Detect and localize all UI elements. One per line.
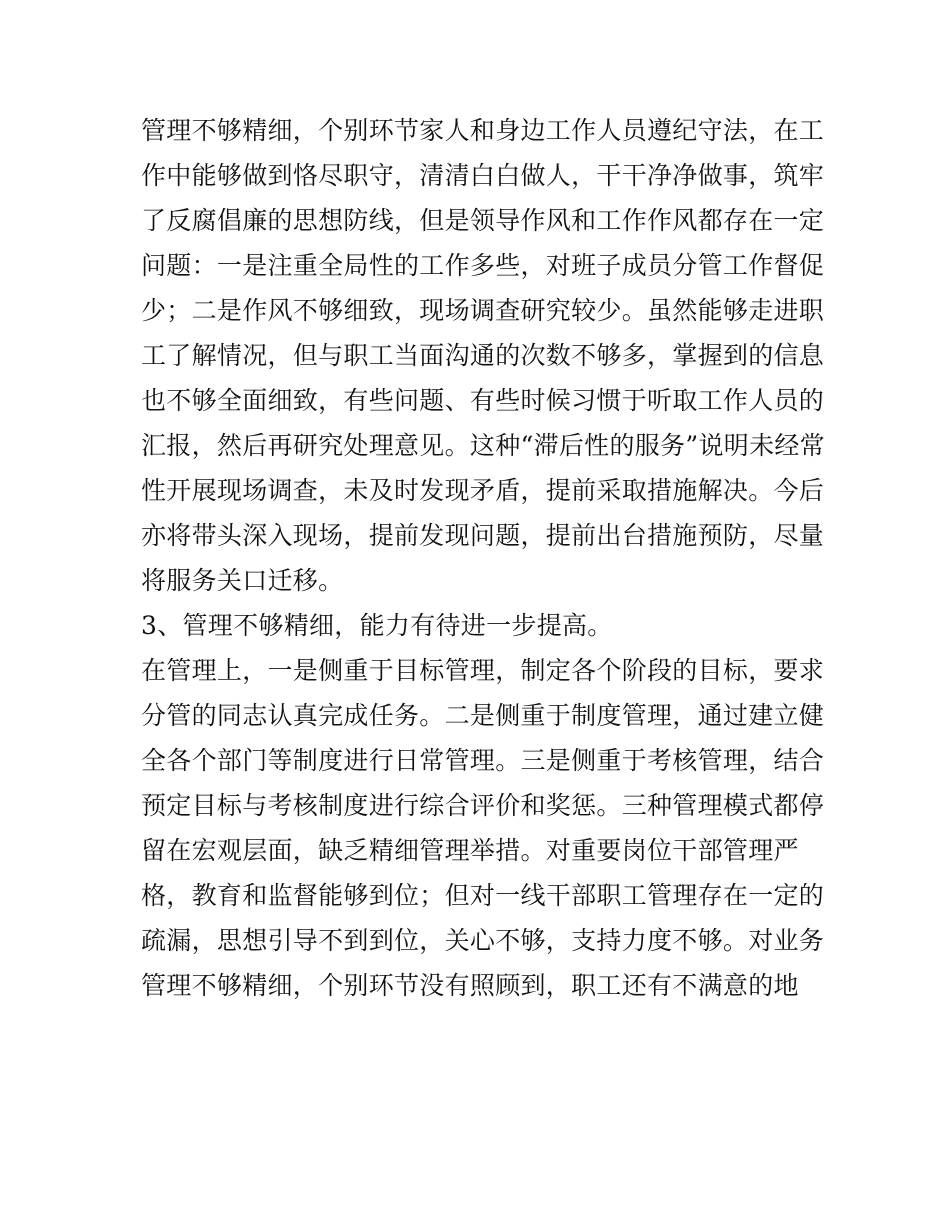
text-line: 管理不够精细，个别环节家人和身边工作人员遵纪守法，在工: [141, 116, 825, 145]
text-line: 全各个部门等制度进行日常管理。三是侧重于考核管理，结合: [141, 746, 825, 775]
text-line: 格，教育和监督能够到位；但对一线干部职工管理存在一定的: [141, 881, 825, 910]
text-line: 在管理上，一是侧重于目标管理，制定各个阶段的目标，要求: [141, 656, 825, 685]
text-line: 工了解情况，但与职工当面沟通的次数不够多，掌握到的信息: [141, 341, 825, 370]
text-line: 亦将带头深入现场，提前发现问题，提前出台措施预防，尽量: [141, 521, 825, 550]
section-heading: 3、管理不够精细，能力有待进一步提高。: [141, 611, 613, 640]
text-line: 疏漏，思想引导不到到位，关心不够，支持力度不够。对业务: [141, 926, 825, 955]
text-line: 也不够全面细致，有些问题、有些时候习惯于听取工作人员的: [141, 386, 825, 415]
text-line: 分管的同志认真完成任务。二是侧重于制度管理，通过建立健: [141, 701, 825, 730]
text-line: 问题：一是注重全局性的工作多些，对班子成员分管工作督促: [141, 251, 825, 280]
body-text: [141, 108, 825, 1008]
text-line: 留在宏观层面，缺乏精细管理举措。对重要岗位干部管理严: [141, 836, 799, 865]
text-line: 管理不够精细，个别环节没有照顾到，职工还有不满意的地: [141, 971, 799, 1000]
text-line: 少；二是作风不够细致，现场调查研究较少。虽然能够走进职: [141, 296, 825, 325]
text-line: 作中能够做到恪尽职守，清清白白做人，干干净净做事，筑牢: [141, 161, 825, 190]
text-line: 汇报，然后再研究处理意见。这种“滞后性的服务”说明未经常: [141, 431, 825, 460]
text-line: 了反腐倡廉的思想防线，但是领导作风和工作作风都存在一定: [141, 206, 825, 235]
text-line: 性开展现场调查，未及时发现矛盾，提前采取措施解决。今后: [141, 476, 825, 505]
text-line: 预定目标与考核制度进行综合评价和奖惩。三种管理模式都停: [141, 791, 825, 820]
text-line: 将服务关口迁移。: [141, 566, 344, 595]
